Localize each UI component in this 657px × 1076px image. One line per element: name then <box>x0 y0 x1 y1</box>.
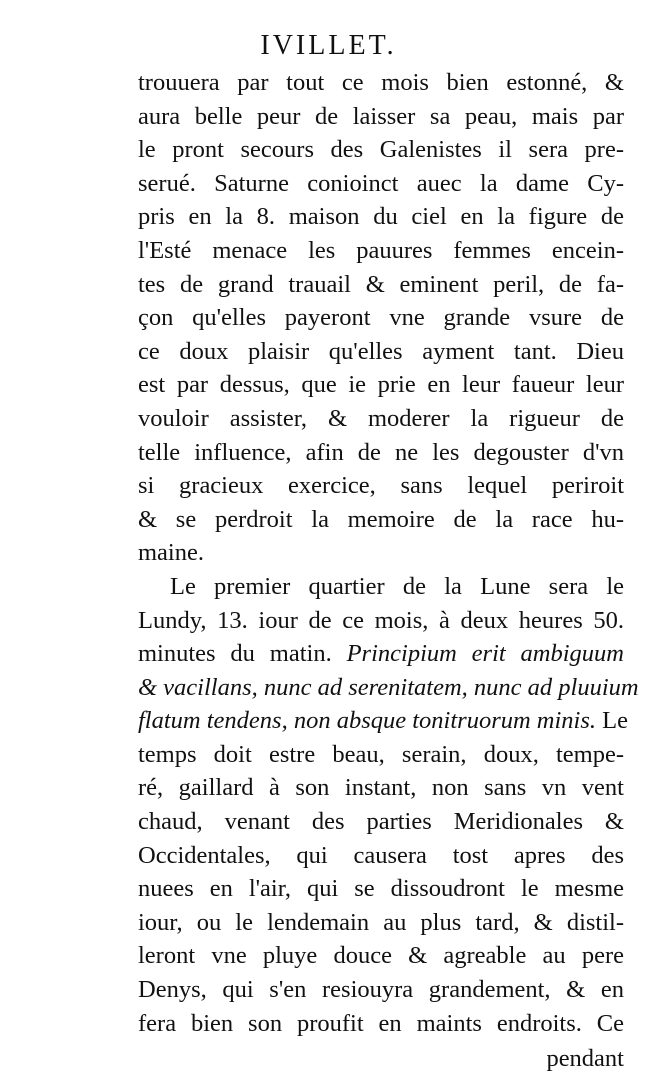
text-line: temps doit estre beau, serain, doux, tempe- <box>138 740 624 768</box>
text-line: pris en la 8. maison du ciel en la figure de <box>138 203 624 231</box>
text-line: si gracieux exercice, sans lequel periroit <box>138 472 624 500</box>
text-line: fera bien son proufit en maints endroits. Ce <box>138 1009 624 1037</box>
latin-text: flatum tendens, non absque tonitruorum minis. <box>138 707 597 735</box>
text-line: trouuera par tout ce mois bien estonné, & <box>138 69 624 96</box>
text-line: iour, ou le lendemain au plus tard, & distil- <box>138 908 624 936</box>
text-line: vouloir assister, & moderer la rigueur de <box>138 404 624 432</box>
text-line: çon qu'elles payeront vne grande vsure de <box>138 304 624 332</box>
text-line: ce doux plaisir qu'elles ayment tant. Dieu <box>138 337 624 365</box>
text-line: tes de grand trauail & eminent peril, de fa- <box>138 270 624 298</box>
text-line: telle influence, afin de ne les degouster d'vn <box>138 438 624 466</box>
text-line: l'Esté menace les pauures femmes encein- <box>138 236 624 264</box>
text-line: leront vne pluye douce & agreable au pere <box>138 942 624 970</box>
text-line: le pront secours des Galenistes il sera pre- <box>138 136 624 164</box>
latin-text: Principium erit ambiguum <box>346 640 624 668</box>
text-line: ré, gaillard à son instant, non sans vn vent <box>138 774 624 802</box>
text-line: & vacillans, nunc ad serenitatem, nunc ad pluuium <box>138 673 639 701</box>
roman-text: minutes du matin. <box>138 640 332 668</box>
page-text <box>138 66 639 1076</box>
text-line: nuees en l'air, qui se dissoudront le mesme <box>138 875 624 903</box>
text-line: serué. Saturne conioinct auec la dame Cy- <box>138 169 624 197</box>
text-line: & se perdroit la memoire de la race hu- <box>138 505 624 533</box>
running-header: IVILLET. <box>260 30 397 61</box>
text-line: Denys, qui s'en resiouyra grandement, & en <box>138 976 624 1004</box>
text-line-mixed <box>138 704 628 738</box>
text-line: Occidentales, qui causera tost apres des <box>138 841 624 869</box>
text-line: est par dessus, que ie prie en leur faueur leur <box>138 371 624 399</box>
text-line: Lundy, 13. iour de ce mois, à deux heures 50. <box>138 606 624 634</box>
catchword: pendant <box>546 1045 624 1073</box>
text-line: Le premier quartier de la Lune sera le <box>170 572 624 600</box>
text-line-mixed <box>138 637 624 671</box>
text-line: aura belle peur de laisser sa peau, mais par <box>138 102 624 130</box>
roman-text: Le <box>602 707 628 735</box>
text-line: maine. <box>138 539 204 567</box>
text-line: chaud, venant des parties Meridionales & <box>138 808 624 836</box>
